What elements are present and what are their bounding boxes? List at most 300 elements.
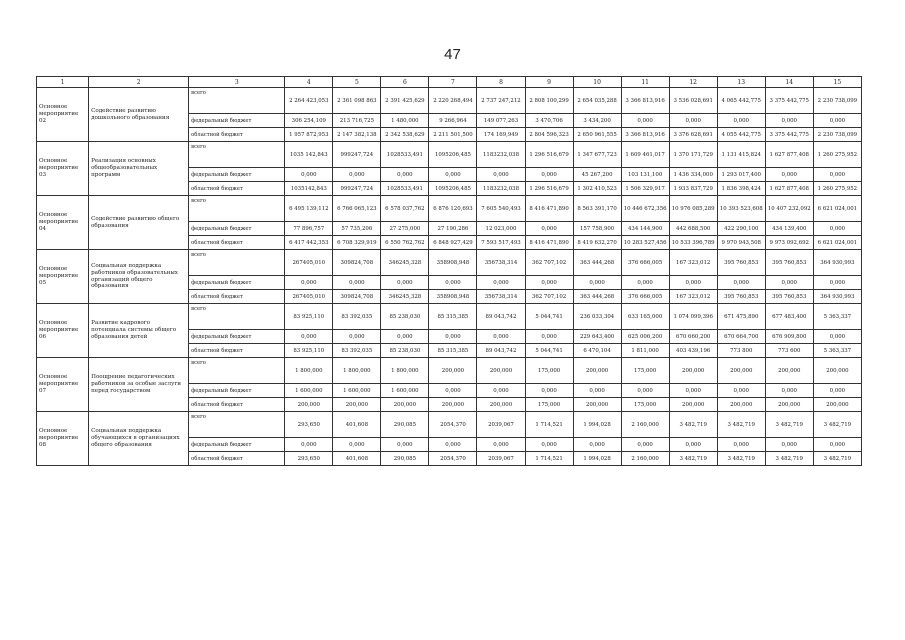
value-cell: 1 600,000 [285, 384, 333, 398]
funding-source-cell: федеральный бюджет [189, 330, 285, 344]
value-cell: 0,000 [573, 276, 621, 290]
value-cell: 346245,328 [381, 250, 429, 276]
funding-source-cell: областной бюджет [189, 236, 285, 250]
value-cell: 1 836 398,424 [717, 182, 765, 196]
value-cell: 200,000 [765, 358, 813, 384]
value-cell: 358908,948 [429, 290, 477, 304]
value-cell: 3 470,706 [525, 114, 573, 128]
value-cell: 1 293 017,400 [717, 168, 765, 182]
event-cell: Основное мероприятие 03 [37, 142, 89, 196]
column-header: 10 [573, 77, 621, 88]
value-cell: 85 315,385 [429, 344, 477, 358]
value-cell: 1 811,000 [621, 344, 669, 358]
value-cell: 2039,067 [477, 412, 525, 438]
value-cell: 6 621 024,001 [813, 236, 861, 250]
value-cell: 83 925,110 [285, 304, 333, 330]
value-cell: 8 416 471,890 [525, 236, 573, 250]
value-cell: 2 147 382,138 [333, 128, 381, 142]
table-row [37, 196, 862, 222]
value-cell: 1035142,843 [285, 182, 333, 196]
value-cell: 356738,314 [477, 250, 525, 276]
header-row [37, 77, 862, 88]
value-cell: 6 876 120,693 [429, 196, 477, 222]
value-cell: 200,000 [429, 398, 477, 412]
value-cell: 422 290,100 [717, 222, 765, 236]
value-cell: 89 043,742 [477, 344, 525, 358]
value-cell: 0,000 [621, 384, 669, 398]
value-cell: 2 220 268,494 [429, 88, 477, 114]
value-cell: 395 760,853 [765, 250, 813, 276]
value-cell: 1 627 877,408 [765, 142, 813, 168]
value-cell: 670 660,200 [669, 330, 717, 344]
value-cell: 376 666,005 [621, 250, 669, 276]
value-cell: 229 643,400 [573, 330, 621, 344]
value-cell: 0,000 [525, 384, 573, 398]
value-cell: 1 347 677,723 [573, 142, 621, 168]
funding-source-cell: областной бюджет [189, 452, 285, 466]
value-cell: 1 627 877,408 [765, 182, 813, 196]
value-cell: 6 708 329,919 [333, 236, 381, 250]
value-cell: 0,000 [525, 330, 573, 344]
value-cell: 3 375 442,775 [765, 128, 813, 142]
value-cell: 2 361 098 863 [333, 88, 381, 114]
value-cell: 306 254,109 [285, 114, 333, 128]
value-cell: 0,000 [285, 276, 333, 290]
column-header: 7 [429, 77, 477, 88]
event-cell: Основное мероприятие 05 [37, 250, 89, 304]
value-cell: 671 475,890 [717, 304, 765, 330]
value-cell: 10 533 396,789 [669, 236, 717, 250]
value-cell: 6 578 037,762 [381, 196, 429, 222]
value-cell: 0,000 [333, 168, 381, 182]
value-cell: 0,000 [669, 276, 717, 290]
value-cell: 167 323,012 [669, 250, 717, 276]
value-cell: 83 392,035 [333, 304, 381, 330]
value-cell: 1 506 329,917 [621, 182, 669, 196]
value-cell: 1183232,038 [477, 182, 525, 196]
value-cell: 1 296 516,679 [525, 182, 573, 196]
value-cell: 625 006,200 [621, 330, 669, 344]
value-cell: 363 444,268 [573, 290, 621, 304]
value-cell: 200,000 [573, 398, 621, 412]
event-cell: Основное мероприятие 07 [37, 358, 89, 412]
column-header: 6 [381, 77, 429, 88]
value-cell: 363 444,268 [573, 250, 621, 276]
value-cell: 157 758,900 [573, 222, 621, 236]
event-title-cell: Реализация основных общеобразовательных программ [89, 142, 189, 196]
value-cell: 3 376 628,691 [669, 128, 717, 142]
value-cell: 3 434,200 [573, 114, 621, 128]
event-cell: Основное мероприятие 08 [37, 412, 89, 466]
value-cell: 0,000 [717, 438, 765, 452]
value-cell: 0,000 [333, 276, 381, 290]
column-header: 3 [189, 77, 285, 88]
value-cell: 1 800,000 [333, 358, 381, 384]
value-cell: 1 994,028 [573, 452, 621, 466]
value-cell: 1 480,000 [381, 114, 429, 128]
value-cell: 403 439,196 [669, 344, 717, 358]
event-cell: Основное мероприятие 04 [37, 196, 89, 250]
value-cell: 1 994,028 [573, 412, 621, 438]
value-cell: 10 976 085,289 [669, 196, 717, 222]
value-cell: 677 483,400 [765, 304, 813, 330]
value-cell: 0,000 [717, 114, 765, 128]
page-number: 47 [444, 46, 461, 63]
value-cell: 0,000 [525, 168, 573, 182]
value-cell: 200,000 [573, 358, 621, 384]
value-cell: 1 714,521 [525, 412, 573, 438]
value-cell: 10 446 672,356 [621, 196, 669, 222]
funding-source-cell: областной бюджет [189, 398, 285, 412]
value-cell: 0,000 [621, 438, 669, 452]
value-cell: 2 160,000 [621, 412, 669, 438]
value-cell: 0,000 [621, 276, 669, 290]
value-cell: 12 023,000 [477, 222, 525, 236]
value-cell: 0,000 [765, 438, 813, 452]
value-cell: 1183232,038 [477, 142, 525, 168]
funding-source-cell: всего [189, 304, 285, 330]
value-cell: 45 267,200 [573, 168, 621, 182]
value-cell: 3 482,719 [765, 452, 813, 466]
value-cell: 200,000 [813, 358, 861, 384]
value-cell: 5 044,741 [525, 304, 573, 330]
funding-source-cell: федеральный бюджет [189, 438, 285, 452]
value-cell: 0,000 [813, 222, 861, 236]
column-header: 15 [813, 77, 861, 88]
value-cell: 0,000 [381, 330, 429, 344]
value-cell: 3 482,719 [669, 412, 717, 438]
value-cell: 0,000 [429, 330, 477, 344]
value-cell: 174 169,949 [477, 128, 525, 142]
value-cell: 0,000 [333, 330, 381, 344]
value-cell: 0,000 [717, 276, 765, 290]
value-cell: 309824,708 [333, 250, 381, 276]
funding-source-cell: областной бюджет [189, 344, 285, 358]
value-cell: 0,000 [765, 384, 813, 398]
event-title-cell: Содействие развитию общего образования [89, 196, 189, 250]
value-cell: 27 190,286 [429, 222, 477, 236]
value-cell: 0,000 [813, 330, 861, 344]
value-cell: 1 609 461,017 [621, 142, 669, 168]
value-cell: 0,000 [525, 222, 573, 236]
value-cell: 293,650 [285, 452, 333, 466]
value-cell: 200,000 [477, 398, 525, 412]
value-cell: 10 393 523,608 [717, 196, 765, 222]
value-cell: 356738,314 [477, 290, 525, 304]
value-cell: 2 264 423,053 [285, 88, 333, 114]
value-cell: 0,000 [477, 438, 525, 452]
funding-source-cell: федеральный бюджет [189, 114, 285, 128]
value-cell: 999247,724 [333, 182, 381, 196]
value-cell: 3 482,719 [813, 452, 861, 466]
value-cell: 4 065 442,775 [717, 88, 765, 114]
value-cell: 2 230 738,099 [813, 88, 861, 114]
column-header: 9 [525, 77, 573, 88]
value-cell: 175,000 [621, 398, 669, 412]
value-cell: 3 536 028,691 [669, 88, 717, 114]
funding-source-cell: всего [189, 142, 285, 168]
value-cell: 200,000 [333, 398, 381, 412]
value-cell: 89 043,742 [477, 304, 525, 330]
value-cell: 773 800 [717, 344, 765, 358]
event-title-cell: Содействие развитию дошкольного образования [89, 88, 189, 142]
value-cell: 395 760,853 [717, 250, 765, 276]
value-cell: 0,000 [429, 384, 477, 398]
value-cell: 175,000 [621, 358, 669, 384]
value-cell: 395 760,853 [765, 290, 813, 304]
value-cell: 2 804 596,323 [525, 128, 573, 142]
value-cell: 3 375 442,775 [765, 88, 813, 114]
value-cell: 8 416 471,890 [525, 196, 573, 222]
value-cell: 85 238,030 [381, 304, 429, 330]
table-row [37, 142, 862, 168]
table-row [37, 304, 862, 330]
value-cell: 2 230 738,099 [813, 128, 861, 142]
value-cell: 0,000 [429, 438, 477, 452]
value-cell: 670 664,700 [717, 330, 765, 344]
value-cell: 267405,010 [285, 290, 333, 304]
value-cell: 1 370 171,729 [669, 142, 717, 168]
table-row [37, 250, 862, 276]
value-cell: 200,000 [429, 358, 477, 384]
value-cell: 293,650 [285, 412, 333, 438]
value-cell: 1028533,491 [381, 182, 429, 196]
value-cell: 9 266,964 [429, 114, 477, 128]
value-cell: 236 033,304 [573, 304, 621, 330]
value-cell: 7 593 517,493 [477, 236, 525, 250]
value-cell: 1 131 415,824 [717, 142, 765, 168]
value-cell: 200,000 [669, 398, 717, 412]
event-title-cell: Социальная поддержка обучающихся в организациях общего образования [89, 412, 189, 466]
value-cell: 0,000 [813, 114, 861, 128]
value-cell: 290,085 [381, 412, 429, 438]
value-cell: 9 973 092,692 [765, 236, 813, 250]
value-cell: 10 283 527,456 [621, 236, 669, 250]
value-cell: 1028533,491 [381, 142, 429, 168]
funding-source-cell: областной бюджет [189, 182, 285, 196]
value-cell: 0,000 [285, 330, 333, 344]
value-cell: 27 275,000 [381, 222, 429, 236]
value-cell: 85 238,030 [381, 344, 429, 358]
value-cell: 8 419 632,270 [573, 236, 621, 250]
value-cell: 1 933 837,729 [669, 182, 717, 196]
funding-source-cell: областной бюджет [189, 128, 285, 142]
value-cell: 1095206,485 [429, 182, 477, 196]
value-cell: 0,000 [669, 438, 717, 452]
funding-source-cell: всего [189, 88, 285, 114]
value-cell: 0,000 [765, 114, 813, 128]
value-cell: 6 766 065,123 [333, 196, 381, 222]
value-cell: 401,608 [333, 452, 381, 466]
funding-source-cell: всего [189, 250, 285, 276]
value-cell: 0,000 [669, 384, 717, 398]
value-cell: 2 211 501,500 [429, 128, 477, 142]
event-title-cell: Поощрение педагогических работников за особые заслуги перед государством [89, 358, 189, 412]
value-cell: 8 563 391,170 [573, 196, 621, 222]
value-cell: 2 391 425,629 [381, 88, 429, 114]
value-cell: 309824,708 [333, 290, 381, 304]
value-cell: 0,000 [429, 168, 477, 182]
value-cell: 5 363,337 [813, 344, 861, 358]
value-cell: 167 323,012 [669, 290, 717, 304]
value-cell: 6 621 024,001 [813, 196, 861, 222]
value-cell: 346245,328 [381, 290, 429, 304]
value-cell: 0,000 [813, 384, 861, 398]
value-cell: 0,000 [525, 438, 573, 452]
funding-source-cell: федеральный бюджет [189, 384, 285, 398]
value-cell: 3 482,719 [765, 412, 813, 438]
value-cell: 200,000 [477, 358, 525, 384]
value-cell: 2 160,000 [621, 452, 669, 466]
value-cell: 0,000 [573, 384, 621, 398]
value-cell: 395 760,853 [717, 290, 765, 304]
value-cell: 0,000 [381, 438, 429, 452]
value-cell: 2039,067 [477, 452, 525, 466]
value-cell: 0,000 [285, 168, 333, 182]
value-cell: 200,000 [381, 398, 429, 412]
column-header: 2 [89, 77, 189, 88]
value-cell: 2 342 538,629 [381, 128, 429, 142]
funding-source-cell: всего [189, 196, 285, 222]
value-cell: 0,000 [429, 276, 477, 290]
value-cell: 2 808 100,299 [525, 88, 573, 114]
value-cell: 0,000 [333, 438, 381, 452]
value-cell: 175,000 [525, 398, 573, 412]
value-cell: 773 600 [765, 344, 813, 358]
value-cell: 3 482,719 [717, 412, 765, 438]
value-cell: 362 707,102 [525, 250, 573, 276]
value-cell: 6 848 927,429 [429, 236, 477, 250]
value-cell: 358908,948 [429, 250, 477, 276]
column-header: 5 [333, 77, 381, 88]
value-cell: 362 707,102 [525, 290, 573, 304]
value-cell: 4 055 442,775 [717, 128, 765, 142]
funding-source-cell: всего [189, 358, 285, 384]
table-row [37, 358, 862, 384]
value-cell: 0,000 [477, 168, 525, 182]
value-cell: 200,000 [285, 398, 333, 412]
value-cell: 999247,724 [333, 142, 381, 168]
value-cell: 1 260 275,952 [813, 142, 861, 168]
value-cell: 0,000 [477, 384, 525, 398]
value-cell: 0,000 [765, 276, 813, 290]
value-cell: 434 139,400 [765, 222, 813, 236]
funding-source-cell: всего [189, 412, 285, 438]
funding-source-cell: федеральный бюджет [189, 222, 285, 236]
event-title-cell: Развитие кадрового потенциала системы общего образования детей [89, 304, 189, 358]
value-cell: 149 077,263 [477, 114, 525, 128]
value-cell: 364 930,993 [813, 290, 861, 304]
value-cell: 77 896,757 [285, 222, 333, 236]
value-cell: 1 302 410,523 [573, 182, 621, 196]
value-cell: 1095206,485 [429, 142, 477, 168]
value-cell: 1 600,000 [333, 384, 381, 398]
value-cell: 2 737 247,212 [477, 88, 525, 114]
value-cell: 376 666,005 [621, 290, 669, 304]
value-cell: 1 436 334,000 [669, 168, 717, 182]
event-cell: Основное мероприятие 06 [37, 304, 89, 358]
value-cell: 0,000 [621, 114, 669, 128]
column-header: 8 [477, 77, 525, 88]
value-cell: 0,000 [765, 168, 813, 182]
value-cell: 0,000 [669, 114, 717, 128]
value-cell: 175,000 [525, 358, 573, 384]
value-cell: 2 650 961,555 [573, 128, 621, 142]
value-cell: 7 605 540,493 [477, 196, 525, 222]
value-cell: 200,000 [813, 398, 861, 412]
value-cell: 200,000 [717, 358, 765, 384]
funding-source-cell: областной бюджет [189, 290, 285, 304]
table-body [37, 88, 862, 466]
value-cell: 6 470,104 [573, 344, 621, 358]
funding-source-cell: федеральный бюджет [189, 168, 285, 182]
value-cell: 0,000 [477, 276, 525, 290]
column-header: 4 [285, 77, 333, 88]
value-cell: 0,000 [525, 276, 573, 290]
value-cell: 2054,370 [429, 412, 477, 438]
value-cell: 0,000 [717, 384, 765, 398]
value-cell: 200,000 [717, 398, 765, 412]
value-cell: 103 131,100 [621, 168, 669, 182]
funding-source-cell: федеральный бюджет [189, 276, 285, 290]
column-header: 11 [621, 77, 669, 88]
event-title-cell: Социальная поддержка работников образовательных организаций общего образования [89, 250, 189, 304]
value-cell: 83 392,035 [333, 344, 381, 358]
value-cell: 3 482,719 [669, 452, 717, 466]
value-cell: 3 482,719 [717, 452, 765, 466]
value-cell: 633 165,000 [621, 304, 669, 330]
value-cell: 2 654 035,288 [573, 88, 621, 114]
value-cell: 1 957 872,953 [285, 128, 333, 142]
value-cell: 0,000 [285, 438, 333, 452]
value-cell: 3 366 813,916 [621, 88, 669, 114]
value-cell: 0,000 [381, 168, 429, 182]
table-row [37, 88, 862, 114]
value-cell: 200,000 [669, 358, 717, 384]
value-cell: 6 417 442,353 [285, 236, 333, 250]
value-cell: 1 600,000 [381, 384, 429, 398]
value-cell: 85 315,385 [429, 304, 477, 330]
value-cell: 401,608 [333, 412, 381, 438]
value-cell: 1 800,000 [285, 358, 333, 384]
value-cell: 3 482,719 [813, 412, 861, 438]
value-cell: 1 714,521 [525, 452, 573, 466]
value-cell: 57 735,206 [333, 222, 381, 236]
value-cell: 0,000 [813, 276, 861, 290]
value-cell: 2054,370 [429, 452, 477, 466]
value-cell: 0,000 [573, 438, 621, 452]
value-cell: 1 296 516,679 [525, 142, 573, 168]
value-cell: 5 363,337 [813, 304, 861, 330]
value-cell: 267405,010 [285, 250, 333, 276]
value-cell: 5 044,741 [525, 344, 573, 358]
value-cell: 1 074 099,396 [669, 304, 717, 330]
value-cell: 6 495 139,112 [285, 196, 333, 222]
value-cell: 0,000 [477, 330, 525, 344]
table-row [37, 412, 862, 438]
value-cell: 213 716,725 [333, 114, 381, 128]
column-header: 13 [717, 77, 765, 88]
value-cell: 83 925,110 [285, 344, 333, 358]
value-cell: 442 688,500 [669, 222, 717, 236]
funding-table [36, 76, 862, 466]
column-header: 14 [765, 77, 813, 88]
value-cell: 364 930,993 [813, 250, 861, 276]
value-cell: 10 407 232,092 [765, 196, 813, 222]
column-header: 1 [37, 77, 89, 88]
value-cell: 676 909,800 [765, 330, 813, 344]
value-cell: 0,000 [381, 276, 429, 290]
